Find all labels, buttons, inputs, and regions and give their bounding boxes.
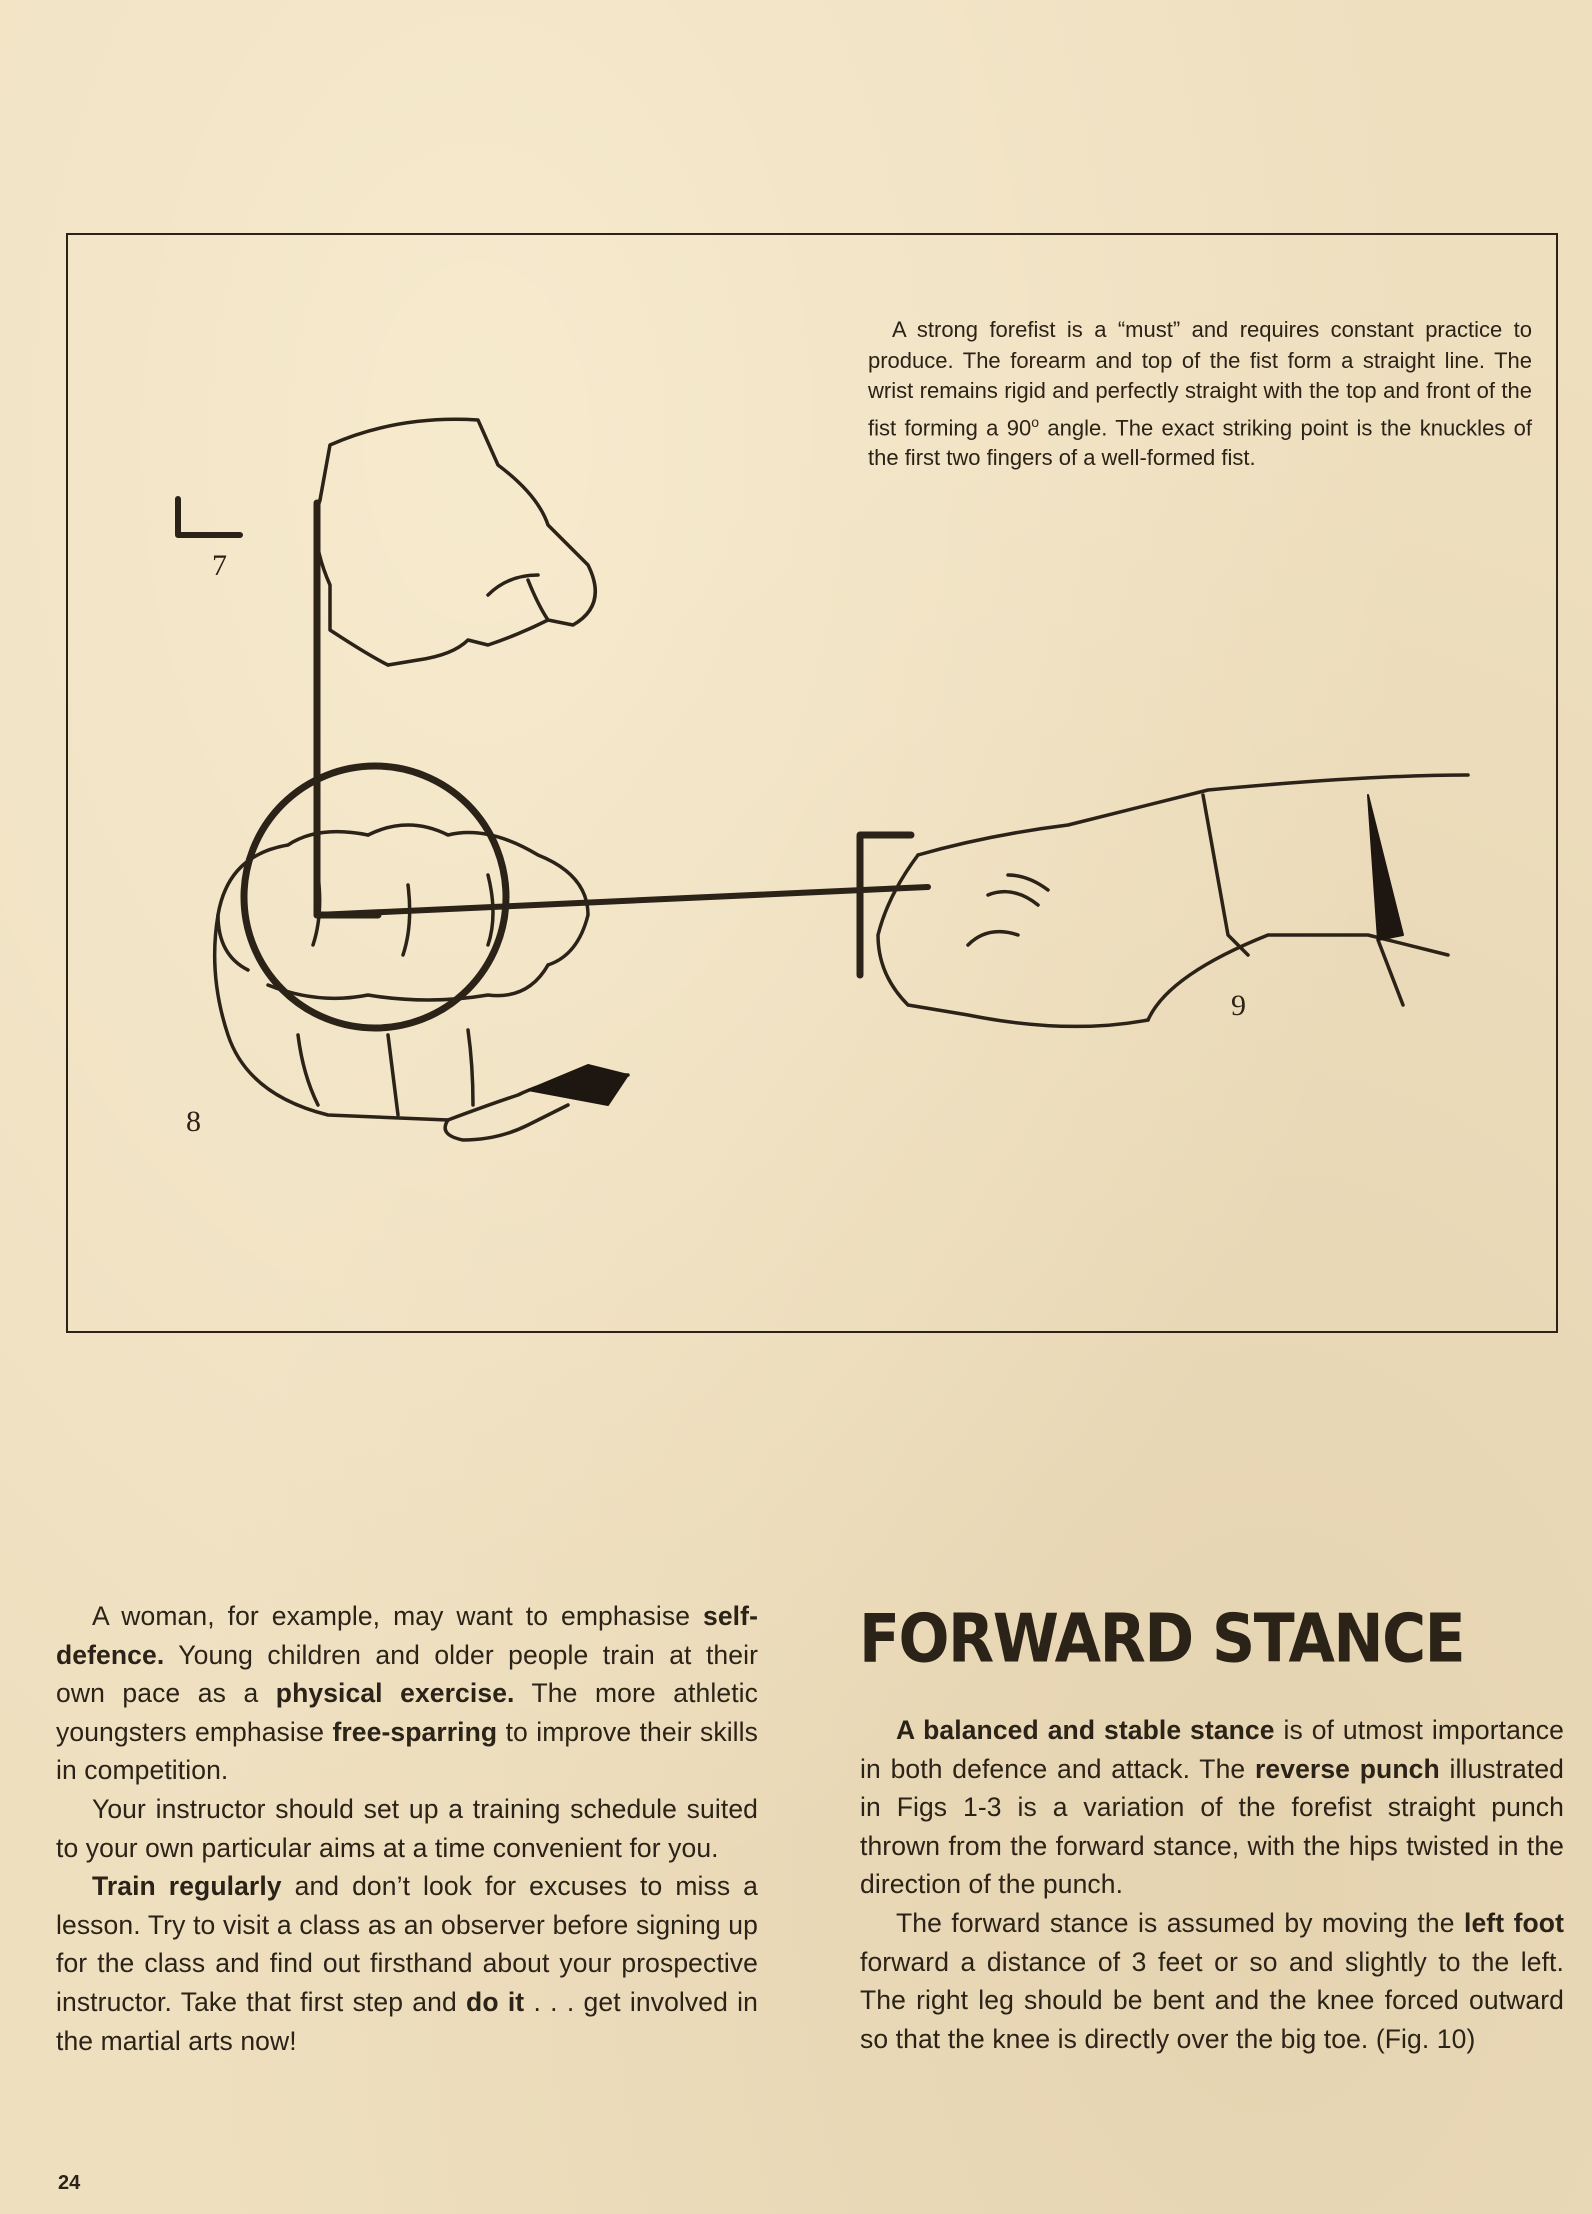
text-run: to improve their skills in competition. [56,1716,759,1786]
left-paragraph-2: Your instructor should set up a training schedule suited to your own particular aims at a time convenient for you. [56,1793,758,1863]
bold-run: reverse punch [1255,1753,1440,1784]
bold-run: free-sparring [332,1716,498,1747]
bold-run: do it [466,1986,525,2017]
bold-run: self-defence. [56,1601,758,1670]
fist-figure-7 [316,419,596,665]
right-paragraph-1 [860,1711,1564,1904]
caption-main: A strong forefist is a “must” and requires constant practice to produce. The forearm and top of the fist form a straight line. The wrist remains rigid and perfectly straight with the top and front of the fist forming a 90 [868,317,1532,440]
left-paragraph-3 [56,1867,758,2060]
wrist-shadow [1368,795,1403,940]
forearm-line-7 [252,491,316,535]
section-heading: FORWARD STANCE [859,1600,1465,1679]
left-column [56,1597,758,2060]
guide-tick [860,835,911,975]
page-number: 24 [58,2172,81,2194]
text-run: Young children and older people train at their own pace as a [56,1639,758,1709]
bold-run: physical exercise. [275,1678,515,1709]
figure-label-9: 9 [1231,989,1246,1022]
figure-caption [868,315,1532,474]
caption-degree: o [1031,413,1040,430]
text-run: . . . get involved in the martial arts now! [56,1986,758,2056]
figure-label-8: 8 [186,1105,201,1138]
text-run: forward a distance of 3 feet or so and slightly to the left. The right leg should be bent and the knee forced outward so that the knee is directly over the big toe. (Fig. 10) [860,1946,1564,2054]
caption-end: angle. The exact striking point is the knuckles of the first two fingers of a well-formed fist. [868,414,1533,471]
text-run: is of utmost importance in both defence and attack. The [860,1715,1564,1784]
bold-run: Train regularly [92,1871,282,1902]
left-paragraph-1 [56,1597,758,1790]
right-paragraph-2 [860,1904,1564,2058]
alignment-line-vertical [321,498,391,522]
alignment-circle [244,766,506,1028]
bold-run: left foot [1464,1907,1564,1938]
bold-run: A balanced and stable stance [896,1715,1275,1745]
text-run: The more athletic youngsters emphasise [56,1678,758,1747]
right-column [860,1711,1564,2058]
text-run: The forward stance is assumed by moving the [896,1907,1464,1938]
figure-panel [66,233,1558,1333]
thumb-shadow [528,1065,628,1105]
text-run: and don’t look for excuses to miss a lesson. Try to visit a class as an observer before signing up for the class and find out firsthand about your prospective instructor. Take that first step and [56,1871,758,2017]
text-run: A woman, for example, may want to emphasise [92,1601,703,1631]
text-run: illustrated in Figs 1-3 is a variation of the forefist straight punch thrown from the forward stance, with the hips twisted in the direction of the punch. [860,1753,1565,1900]
figure-label-7: 7 [212,549,227,582]
